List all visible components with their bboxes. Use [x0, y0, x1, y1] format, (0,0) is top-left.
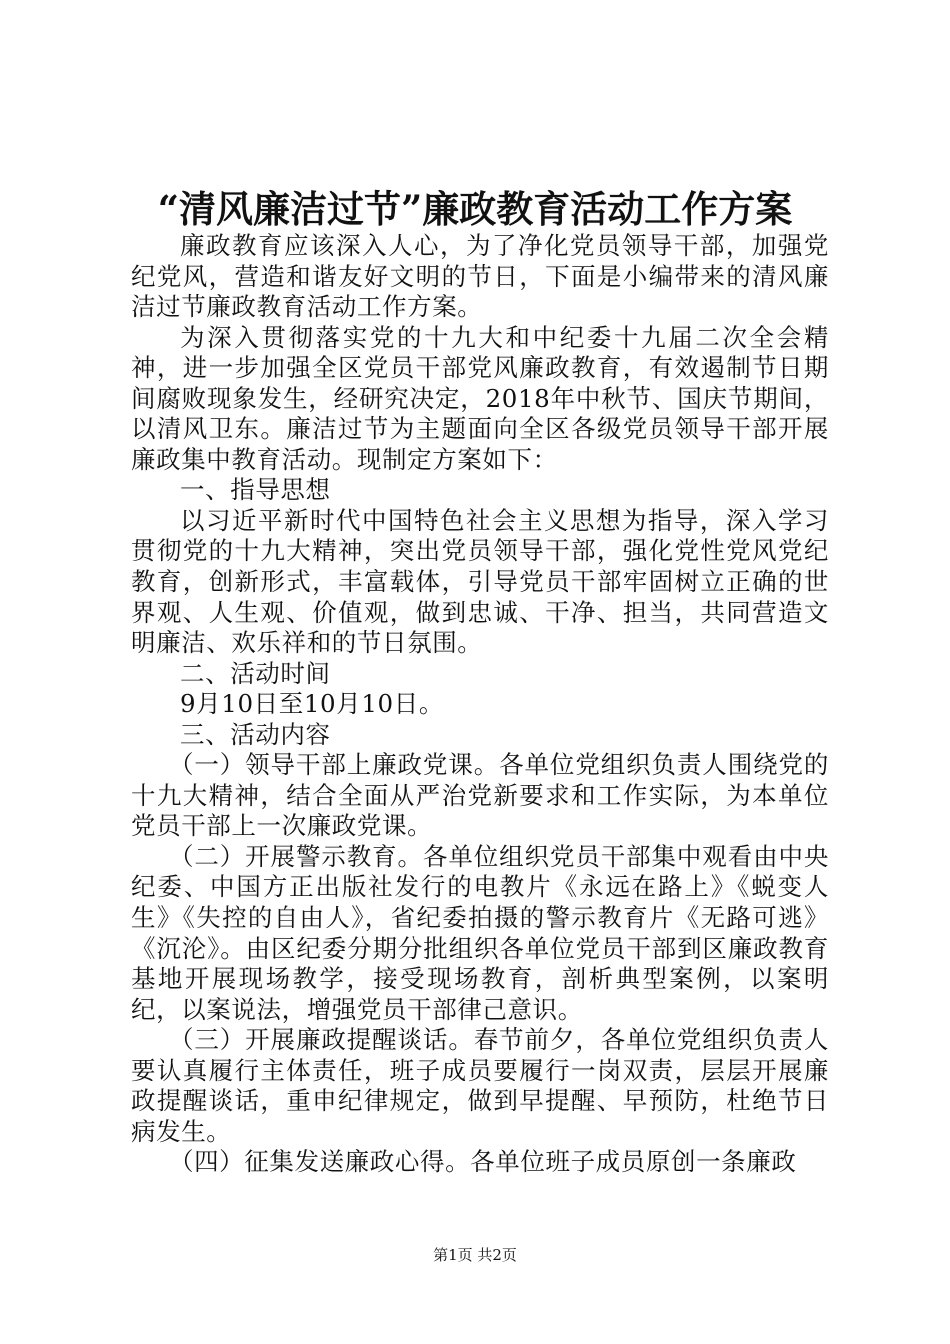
- paragraph-item-2: （二）开展警示教育。各单位组织党员干部集中观看由中央纪委、中国方正出版社发行的电教片《永远在路上》《蜕变人生》《失控的自由人》，省纪委拍摄的警示教育片《无路可逃》《沉沦》。由区纪委分期分批组织各单位党员干部到区廉政教育基地开展现场教学，接受现场教育，剖析典型案例，以案明纪，以案说法，增强党员干部律己意识。: [131, 841, 829, 1024]
- paragraph-purpose: 为深入贯彻落实党的十九大和中纪委十九届二次全会精神，进一步加强全区党员干部党风廉政教育，有效遏制节日期间腐败现象发生，经研究决定，2018年中秋节、国庆节期间，以清风卫东。廉洁过节为主题面向全区各级党员领导干部开展廉政集中教育活动。现制定方案如下：: [131, 322, 829, 474]
- paragraph-activity-time: 9月10日至10月10日。: [180, 689, 444, 719]
- document-title: “清风廉洁过节”廉政教育活动工作方案: [157, 187, 793, 231]
- document-body: [131, 231, 829, 1178]
- section-heading-activity-time: 二、活动时间: [180, 658, 331, 688]
- paragraph-item-3: （三）开展廉政提醒谈话。春节前夕，各单位党组织负责人要认真履行主体责任，班子成员要履行一岗双责，层层开展廉政提醒谈话，重申纪律规定，做到早提醒、早预防，杜绝节日病发生。: [131, 1025, 829, 1146]
- section-heading-guiding-thought: 一、指导思想: [180, 475, 331, 505]
- paragraph-item-1: （一）领导干部上廉政党课。各单位党组织负责人围绕党的十九大精神，结合全面从严治党新要求和工作实际，为本单位党员干部上一次廉政党课。: [131, 750, 829, 841]
- paragraph-intro: 廉政教育应该深入人心，为了净化党员领导干部，加强党纪党风，营造和谐友好文明的节日，下面是小编带来的清风廉洁过节廉政教育活动工作方案。: [131, 231, 829, 322]
- paragraph-guiding-thought: 以习近平新时代中国特色社会主义思想为指导，深入学习贯彻党的十九大精神，突出党员领导干部，强化党性党风党纪教育，创新形式，丰富载体，引导党员干部牢固树立正确的世界观、人生观、价值观，做到忠诚、干净、担当，共同营造文明廉洁、欢乐祥和的节日氛围。: [131, 505, 829, 658]
- paragraph-item-4: （四）征集发送廉政心得。各单位班子成员原创一条廉政: [168, 1147, 797, 1177]
- section-heading-activity-content: 三、活动内容: [180, 719, 331, 749]
- page-footer: 第1页 共2页: [433, 1246, 517, 1264]
